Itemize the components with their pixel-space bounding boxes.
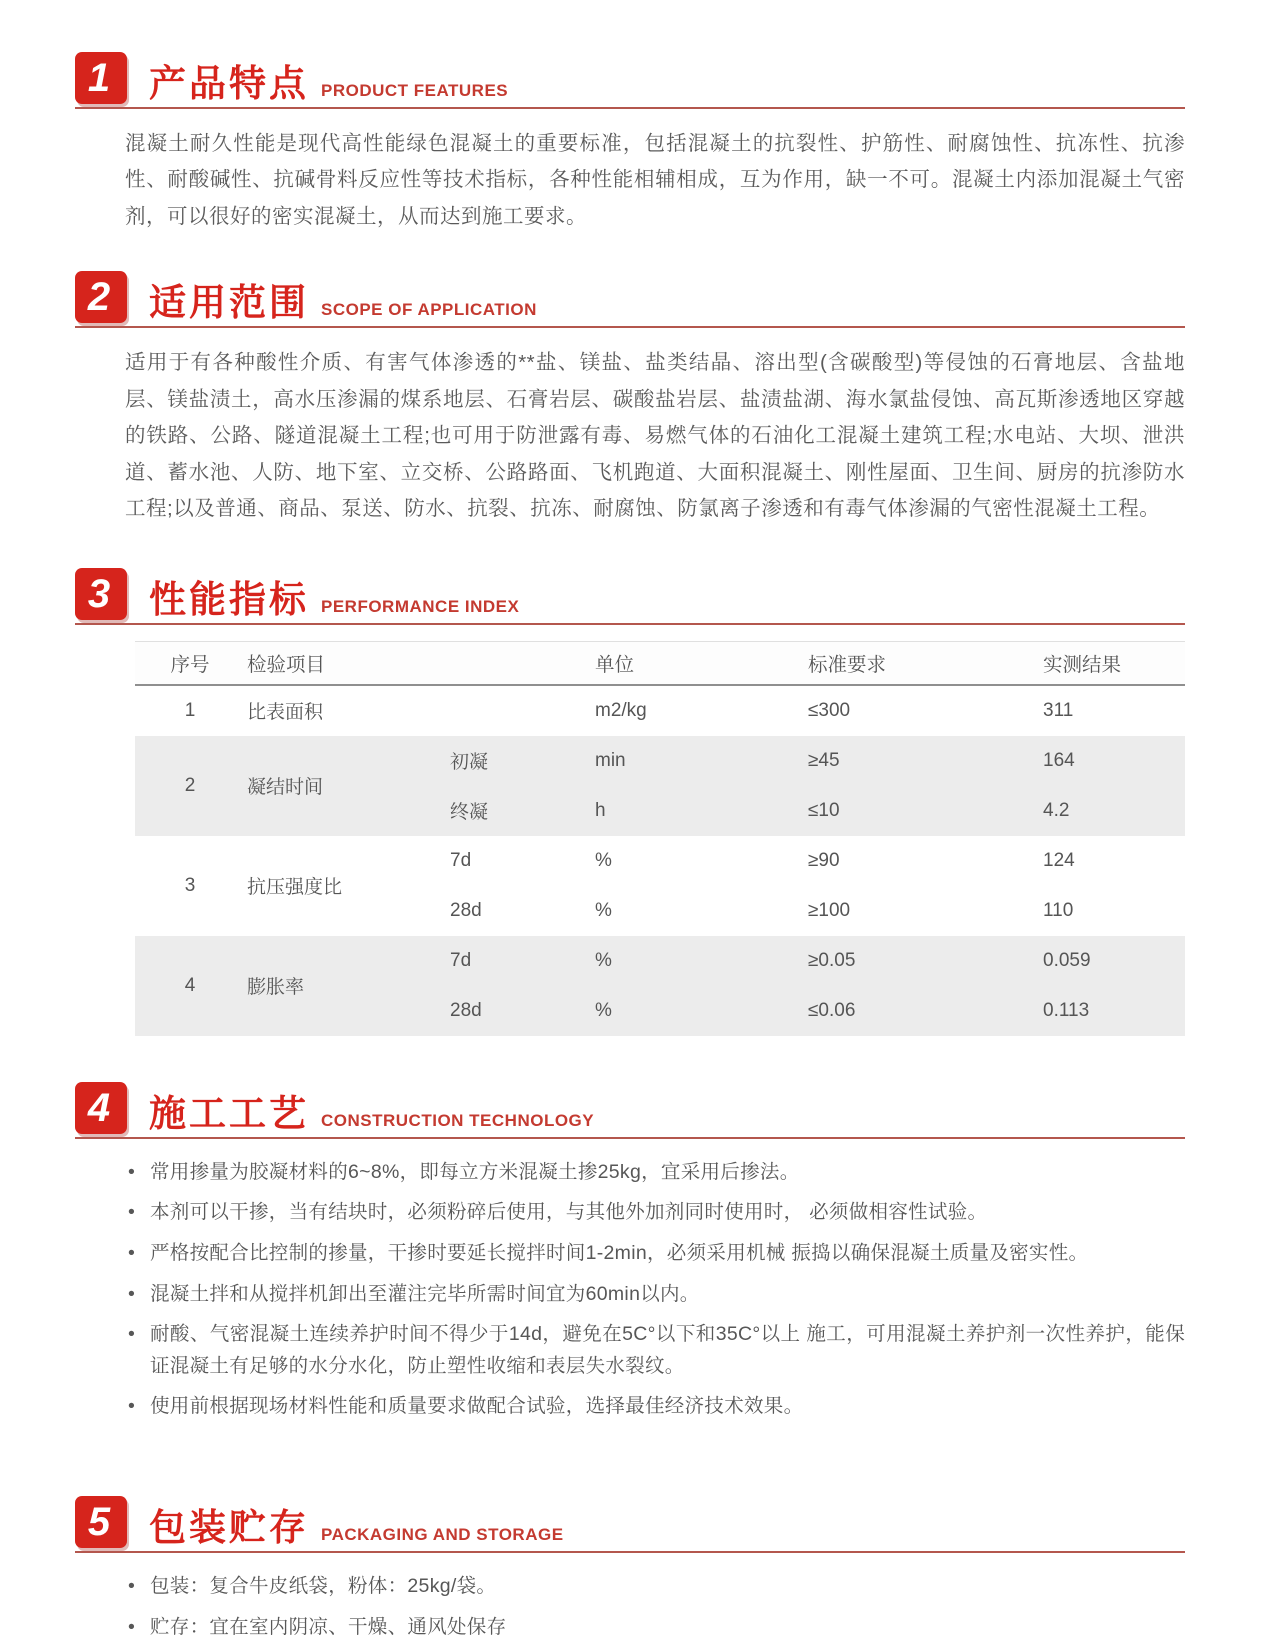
section-number: 4 [88, 1088, 114, 1128]
table-row [135, 736, 1185, 836]
section-construction-technology [75, 1082, 1185, 1423]
list-item [128, 1238, 1185, 1270]
section-header [75, 568, 1185, 625]
col-header-no: 序号 [135, 642, 245, 684]
cell-unit: % [565, 836, 775, 886]
cell-standard: ≤10 [775, 786, 1015, 836]
cell-result: 4.2 [1015, 786, 1185, 836]
section-subtitle: PERFORMANCE INDEX [321, 598, 519, 620]
section-number-badge [75, 271, 127, 323]
cell-unit: h [565, 786, 775, 836]
cell-unit: min [565, 736, 775, 786]
section-title: 产品特点 [149, 65, 309, 104]
section-title: 适用范围 [149, 284, 309, 323]
section-title: 包装贮存 [149, 1509, 309, 1548]
spacer [75, 1432, 1185, 1496]
bullet-list [128, 1571, 1185, 1643]
bullet-text: 混凝土拌和从搅拌机卸出至灌注完毕所需时间宜为60min以内。 [150, 1279, 1185, 1311]
section-number-badge [75, 52, 127, 104]
cell-sub: 终凝 [425, 786, 565, 836]
bullet-icon: • [128, 1571, 150, 1603]
section-header [75, 271, 1185, 328]
cell-standard: ≤300 [775, 686, 1015, 736]
cell-no: 2 [135, 736, 245, 836]
cell-sub: 7d [425, 936, 565, 986]
col-header-result: 实测结果 [1015, 642, 1185, 684]
cell-item: 比表面积 [245, 686, 425, 736]
section-number: 5 [88, 1502, 114, 1542]
cell-sub: 28d [425, 986, 565, 1036]
cell-item: 凝结时间 [245, 736, 425, 836]
cell-sub: 初凝 [425, 736, 565, 786]
table-header-row [135, 641, 1185, 686]
cell-standard: ≥0.05 [775, 936, 1015, 986]
section-number-badge [75, 1496, 127, 1548]
cell-standard: ≤0.06 [775, 986, 1015, 1036]
cell-item: 抗压强度比 [245, 836, 425, 936]
list-item [128, 1279, 1185, 1311]
section-subtitle: PACKAGING AND STORAGE [321, 1526, 564, 1548]
col-header-standard: 标准要求 [775, 642, 1015, 684]
bullet-icon: • [128, 1319, 150, 1382]
section-number: 2 [88, 277, 114, 317]
col-header-sub [425, 642, 565, 684]
list-item [128, 1319, 1185, 1382]
list-item [128, 1391, 1185, 1423]
section-packaging-and-storage [75, 1496, 1185, 1643]
section-paragraph: 适用于有各种酸性介质、有害气体渗透的**盐、镁盐、盐类结晶、溶出型(含碳酸型)等侵蚀的石膏地层、含盐地层、镁盐渍土，高水压渗漏的煤系地层、石膏岩层、碳酸盐岩层、盐渍盐湖、海水氯盐侵蚀、高瓦斯渗透地区穿越的铁路、公路、隧道混凝土工程;也可用于防泄露有毒、易燃气体的石油化工混凝土建筑工程;水电站、大坝、泄洪道、蓄水池、人防、地下室、立交桥、公路路面、飞机跑道、大面积混凝土、刚性屋面、卫生间、厨房的抗渗防水工程;以及普通、商品、泵送、防水、抗裂、抗冻、耐腐蚀、防氯离子渗透和有毒气体渗漏的气密性混凝土工程。 [125, 345, 1185, 527]
bullet-list [128, 1157, 1185, 1423]
spacer [75, 1036, 1185, 1082]
cell-result: 110 [1015, 886, 1185, 936]
bullet-icon: • [128, 1391, 150, 1423]
table-row [135, 936, 1185, 1036]
section-subtitle: PRODUCT FEATURES [321, 82, 508, 104]
section-header [75, 1496, 1185, 1553]
section-number: 3 [88, 574, 114, 614]
cell-result: 164 [1015, 736, 1185, 786]
list-item [128, 1612, 1185, 1643]
bullet-text: 包装：复合牛皮纸袋，粉体：25kg/袋。 [150, 1571, 1185, 1603]
spacer [75, 235, 1185, 271]
bullet-icon: • [128, 1238, 150, 1270]
cell-unit: % [565, 986, 775, 1036]
cell-unit: m2/kg [565, 686, 775, 736]
cell-no: 1 [135, 686, 245, 736]
cell-standard: ≥100 [775, 886, 1015, 936]
spacer [75, 528, 1185, 568]
bullet-icon: • [128, 1157, 150, 1189]
performance-table [135, 641, 1185, 1036]
section-subtitle: CONSTRUCTION TECHNOLOGY [321, 1112, 594, 1134]
bullet-text: 常用掺量为胶凝材料的6~8%，即每立方米混凝土掺25kg，宜采用后掺法。 [150, 1157, 1185, 1189]
section-number-badge [75, 568, 127, 620]
section-header [75, 1082, 1185, 1139]
section-subtitle: SCOPE OF APPLICATION [321, 301, 537, 323]
bullet-text: 严格按配合比控制的掺量，干掺时要延长搅拌时间1-2min，必须采用机械 振捣以确保混凝土质量及密实性。 [150, 1238, 1185, 1270]
section-performance-index [75, 568, 1185, 1036]
cell-standard: ≥45 [775, 736, 1015, 786]
bullet-text: 使用前根据现场材料性能和质量要求做配合试验，选择最佳经济技术效果。 [150, 1391, 1185, 1423]
table-row [135, 836, 1185, 936]
section-scope-of-application [75, 271, 1185, 527]
cell-no: 3 [135, 836, 245, 936]
col-header-item: 检验项目 [245, 642, 425, 684]
section-paragraph: 混凝土耐久性能是现代高性能绿色混凝土的重要标准，包括混凝土的抗裂性、护筋性、耐腐蚀性、抗冻性、抗渗性、耐酸碱性、抗碱骨料反应性等技术指标，各种性能相辅相成，互为作用，缺一不可。混凝土内添加混凝土气密剂，可以很好的密实混凝土，从而达到施工要求。 [125, 126, 1185, 235]
bullet-icon: • [128, 1279, 150, 1311]
table-row [135, 686, 1185, 736]
bullet-text: 贮存：宜在室内阴凉、干燥、通风处保存 [150, 1612, 1185, 1643]
cell-result: 311 [1015, 686, 1185, 736]
cell-sub: 7d [425, 836, 565, 886]
section-header [75, 52, 1185, 109]
cell-item: 膨胀率 [245, 936, 425, 1036]
section-title: 施工工艺 [149, 1095, 309, 1134]
cell-sub: 28d [425, 886, 565, 936]
cell-unit: % [565, 936, 775, 986]
section-number-badge [75, 1082, 127, 1134]
section-product-features [75, 52, 1185, 235]
section-title: 性能指标 [149, 581, 309, 620]
cell-unit: % [565, 886, 775, 936]
cell-result: 0.113 [1015, 986, 1185, 1036]
cell-result: 0.059 [1015, 936, 1185, 986]
bullet-icon: • [128, 1197, 150, 1229]
cell-standard: ≥90 [775, 836, 1015, 886]
cell-sub [425, 686, 565, 736]
cell-result: 124 [1015, 836, 1185, 886]
list-item [128, 1157, 1185, 1189]
bullet-text: 耐酸、气密混凝土连续养护时间不得少于14d，避免在5C°以下和35C°以上 施工，可用混凝土养护剂一次性养护，能保证混凝土有足够的水分水化，防止塑性收缩和表层失水裂纹。 [150, 1319, 1185, 1382]
list-item [128, 1197, 1185, 1229]
section-number: 1 [88, 58, 114, 98]
bullet-icon: • [128, 1612, 150, 1643]
cell-no: 4 [135, 936, 245, 1036]
list-item [128, 1571, 1185, 1603]
col-header-unit: 单位 [565, 642, 775, 684]
bullet-text: 本剂可以干掺，当有结块时，必须粉碎后使用，与其他外加剂同时使用时， 必须做相容性试验。 [150, 1197, 1185, 1229]
